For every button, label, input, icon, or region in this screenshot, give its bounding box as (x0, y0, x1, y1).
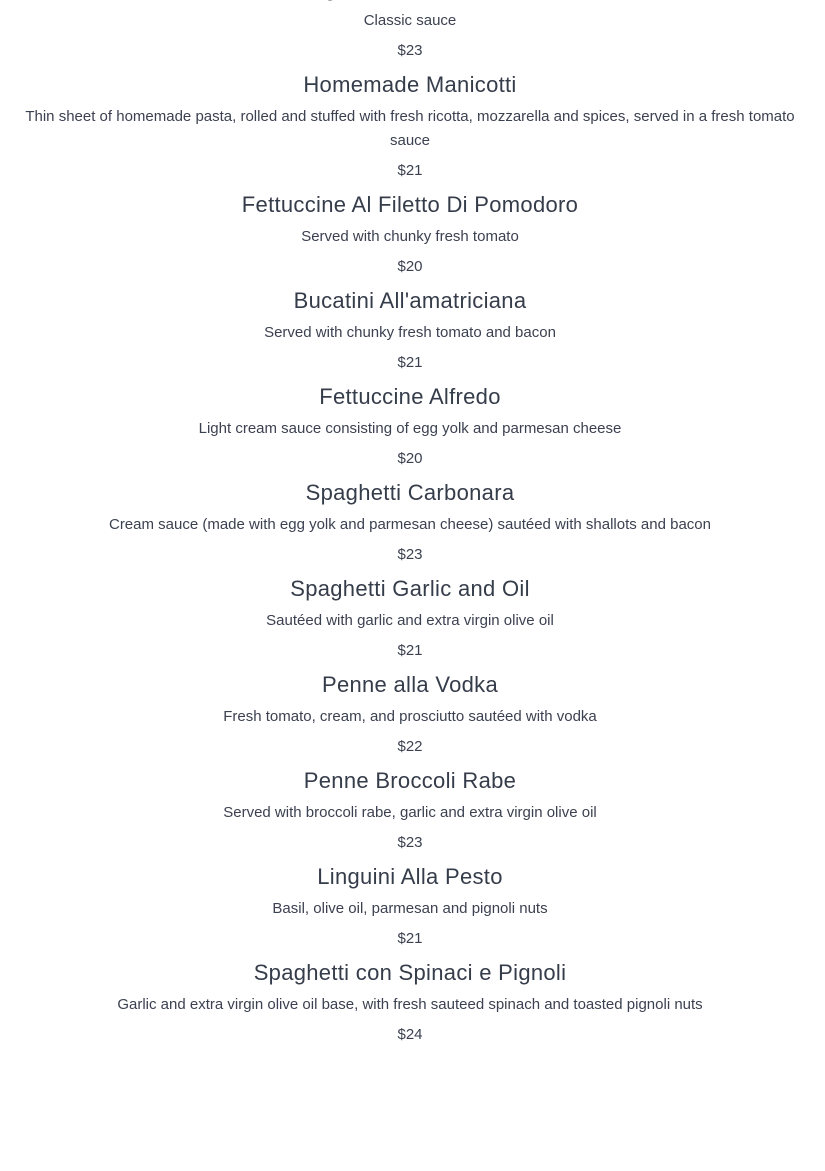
menu-item-description: Light cream sauce consisting of egg yolk and parmesan cheese (198, 420, 622, 437)
menu-item-description: Cream sauce (made with egg yolk and parmesan cheese) sautéed with shallots and bacon (108, 516, 711, 533)
menu-item-name: Homemade Manicotti (303, 72, 517, 97)
menu-item-description: Classic sauce (363, 12, 457, 29)
menu-item (0, 767, 820, 855)
menu-item (0, 863, 820, 951)
menu-item (0, 287, 820, 375)
menu-item-description: Thin sheet of homemade pasta, rolled and stuffed with fresh ricotta, mozzarella and spices, served in a fresh tomato sauce (25, 108, 795, 149)
menu-item (0, 959, 820, 1047)
menu-item-price: $23 (397, 834, 423, 851)
menu-item-name: Penne Broccoli Rabe (303, 768, 517, 793)
menu-item (0, 0, 820, 63)
menu-item-name: Fettuccine Alfredo (319, 384, 501, 409)
menu-item-description: Sautéed with garlic and extra virgin olive oil (266, 612, 554, 629)
menu-item-description: Served with broccoli rabe, garlic and extra virgin olive oil (223, 804, 597, 821)
menu-item-name: Penne alla Vodka (321, 672, 499, 697)
menu-item-description: Served with chunky fresh tomato and bacon (264, 324, 556, 341)
menu-item-name: Spaghetti con Spinaci e Pignoli (253, 960, 567, 985)
menu-item-name: Spaghetti Garlic and Oil (290, 576, 530, 601)
menu-item-price: $23 (397, 42, 423, 59)
menu-item-price: $21 (397, 930, 423, 947)
menu-item-price: $21 (397, 642, 423, 659)
menu-item-name: Linguini Alla Pesto (317, 864, 503, 889)
menu-item (0, 191, 820, 279)
menu-item-description: Fresh tomato, cream, and prosciutto sautéed with vodka (223, 708, 597, 725)
menu-item-description: Basil, olive oil, parmesan and pignoli nuts (272, 900, 548, 917)
menu-item (0, 71, 820, 183)
menu-item-description: Garlic and extra virgin olive oil base, with fresh sauteed spinach and toasted pignoli nuts (117, 996, 703, 1013)
menu-item (0, 383, 820, 471)
menu-item (0, 575, 820, 663)
menu-item-name: Bucatini All'amatriciana (293, 288, 527, 313)
menu-item-price: $24 (397, 1026, 423, 1043)
menu-item-price: $20 (397, 450, 423, 467)
menu-item-price: $23 (397, 546, 423, 563)
menu-item-price: $21 (397, 162, 423, 179)
menu-item (0, 479, 820, 567)
menu-item (0, 671, 820, 759)
menu-item-description: Served with chunky fresh tomato (301, 228, 519, 245)
menu-item-name: Spaghetti Carbonara (305, 480, 515, 505)
menu-item-price: $20 (397, 258, 423, 275)
menu-item-price: $21 (397, 354, 423, 371)
menu-item-price: $22 (397, 738, 423, 755)
menu-item-name (0, 0, 820, 3)
menu-item-name: Fettuccine Al Filetto Di Pomodoro (241, 192, 579, 217)
